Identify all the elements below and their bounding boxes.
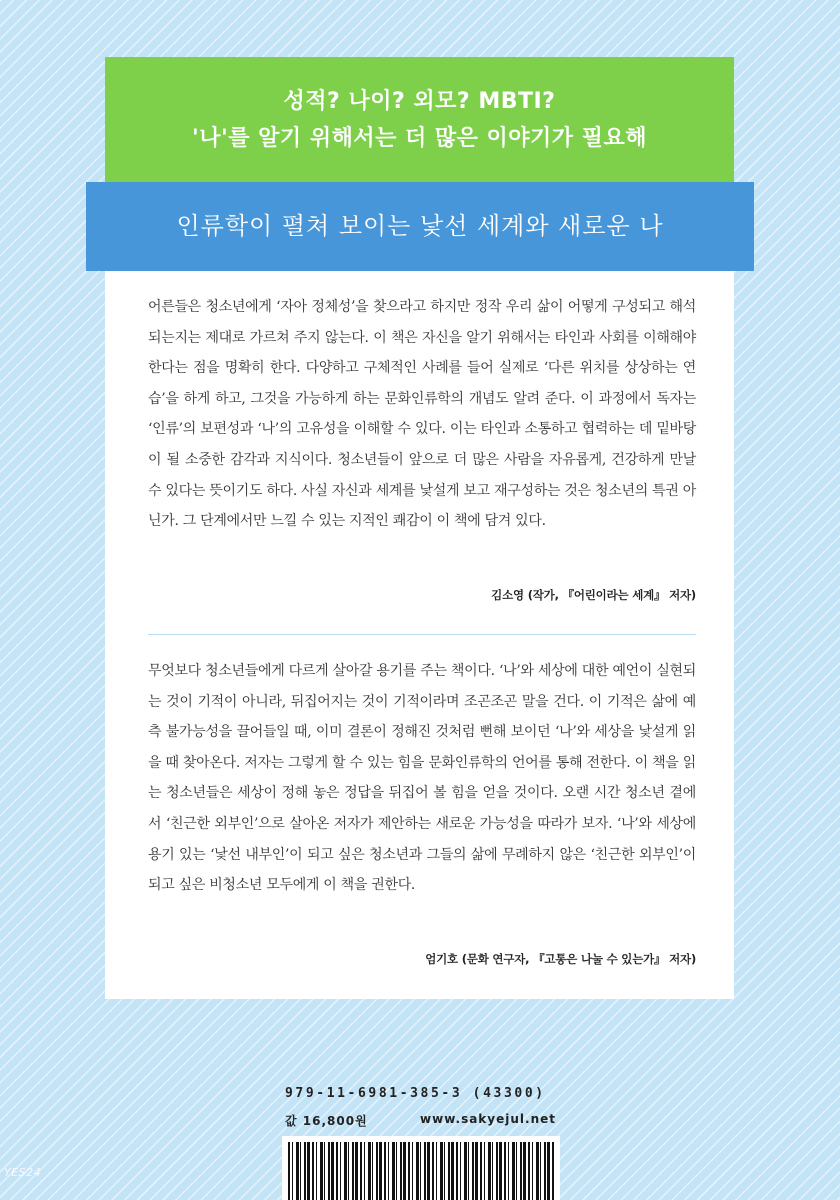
headline-line-1: 성적? 나이? 외모? MBTI? [283, 89, 556, 114]
headline-line-2: '나'를 알기 위해서는 더 많은 이야기가 필요해 [192, 126, 647, 151]
review-attribution-1: 김소영 (작가, 『어린이라는 세계』 저자) [491, 588, 696, 602]
review-text-1: 어른들은 청소년에게 ‘자아 정체성’을 찾으라고 하지만 정작 우리 삶이 어떻게 구성되고 해석되는지는 제대로 가르쳐 주지 않는다. 이 책은 자신을 알기 위해서는 타인과 사회를 이해해야 한다는 점을 명확히 한다. 다양하고 구체적인 사례를 들어 실제로 ‘다른 위치를 상상하는 연습’을 하게 하고, 그것을 가능하게 하는 문화인류학의 개념도 알려 준다. 이 과정에서 독자는 ‘인류’의 보편성과 ‘나’의 고유성을 이해할 수 있다. 이는 타인과 소통하고 협력하는 데 밑바탕이 될 소중한 감각과 지식이다. 청소년들이 앞으로 더 많은 사람을 자유롭게, 건강하게 만날 수 있다는 뜻이기도 하다. 사실 자신과 세계를 낯설게 보고 재구성하는 것은 청소년의 특권 아닌가. 그 단계에서만 느낄 수 있는 지적인 쾌감이 이 책에 담겨 있다. [148, 299, 696, 530]
isbn: 979-11-6981-385-3 (43300) [285, 1086, 546, 1101]
review-attribution-2: 엄기호 (문화 연구자, 『고통은 나눌 수 있는가』 저자) [425, 952, 696, 966]
review-text-2: 무엇보다 청소년들에게 다르게 살아갈 용기를 주는 책이다. ‘나’와 세상에 대한 예언이 실현되는 것이 기적이 아니라, 뒤집어지는 것이 기적이라며 조곤조곤 말을 건다. 이 기적은 삶에 예측 불가능성을 끌어들일 때, 이미 결론이 정해진 것처럼 뻔해 보이던 ‘나’와 세상을 낯설게 읽을 때 찾아온다. 저자는 그렇게 할 수 있는 힘을 문화인류학의 언어를 통해 전한다. 이 책을 읽는 청소년들은 세상이 정해 놓은 정답을 뒤집어 볼 힘을 얻을 것이다. 오랜 시간 청소년 곁에서 ‘친근한 외부인’으로 살아온 저자가 제안하는 새로운 가능성을 따라가 보자. ‘나’와 세상에 용기 있는 ‘낯선 내부인’이 되고 싶은 청소년과 그들의 삶에 무례하지 않은 ‘친근한 외부인’이 되고 싶은 비청소년 모두에게 이 책을 권한다. [148, 663, 696, 894]
subtitle-banner: 인류학이 펼쳐 보이는 낯선 세계와 새로운 나 [86, 182, 754, 271]
watermark-logo: YES24 [4, 1166, 42, 1179]
price-row [285, 1112, 556, 1129]
website-link[interactable]: www.sakyejul.net [420, 1112, 556, 1126]
divider [148, 634, 696, 635]
barcode-bars [288, 1142, 554, 1200]
barcode [282, 1136, 560, 1200]
headline-banner [105, 57, 734, 183]
price: 값 16,800원 [285, 1114, 368, 1128]
